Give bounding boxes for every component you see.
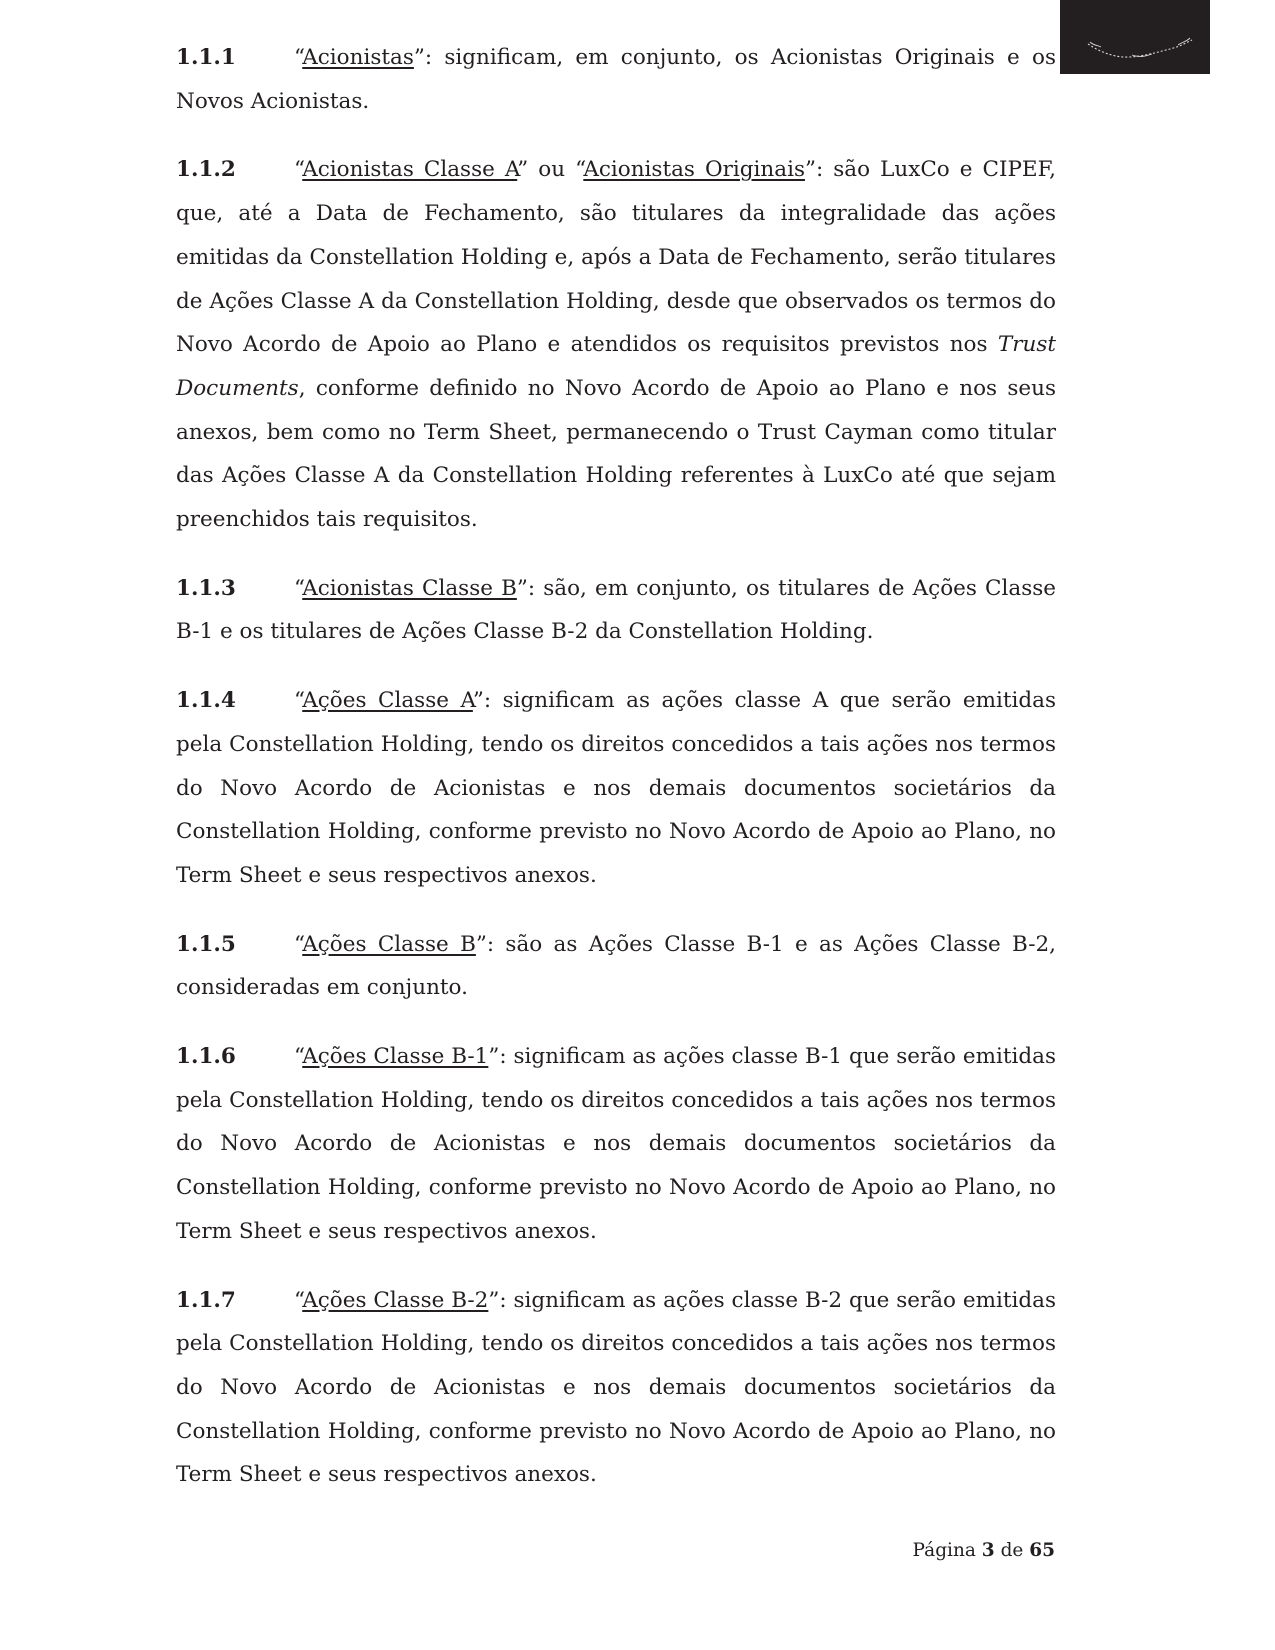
clause-1-1-6 <box>176 1035 1056 1254</box>
clause-number: 1.1.6 <box>176 1044 236 1070</box>
defined-term: Ações Classe B <box>302 931 476 957</box>
corner-signature-block <box>1060 0 1210 74</box>
total-page-count: 65 <box>1029 1540 1055 1561</box>
open-quote: “ <box>294 688 303 714</box>
clause-number: 1.1.7 <box>176 1287 236 1313</box>
clause-text: ”: significam as ações classe A que serão emitidas pela Constellation Holding, tendo os direitos concedidos a tais ações nos termos do Novo Acordo de Acionistas e nos demais documentos societários da Constellation Holding, conforme previsto no Novo Acordo de Apoio ao Plano, no Term Sheet e seus respectivos anexos. <box>176 688 1056 888</box>
current-page-number: 3 <box>981 1540 995 1561</box>
clause-number: 1.1.1 <box>176 45 236 70</box>
clause-text: ”: significam as ações classe B-1 que serão emitidas pela Constellation Holding, tendo os direitos concedidos a tais ações nos termos do Novo Acordo de Acionistas e nos demais documentos societários da Constellation Holding, conforme previsto no Novo Acordo de Apoio ao Plano, no Term Sheet e seus respectivos anexos. <box>176 1044 1056 1244</box>
defined-term: Acionistas <box>302 45 414 70</box>
open-quote: “ <box>294 575 303 601</box>
clause-text: ”: são LuxCo e CIPEF, que, até a Data de Fechamento, são titulares da integralidade das ações emitidas da Constellation Holding e, após a Data de Fechamento, serão titulares de Ações Classe A da Constellation Holding, desde que observados os termos do Novo Acordo de Apoio ao Plano e atendidos os requisitos previstos nos <box>176 157 1057 358</box>
clause-1-1-4 <box>176 679 1056 898</box>
clause-text: ”: significam as ações classe B-2 que serão emitidas pela Constellation Holding, tendo os direitos concedidos a tais ações nos termos do Novo Acordo de Acionistas e nos demais documentos societários da Constellation Holding, conforme previsto no Novo Acordo de Apoio ao Plano, no Term Sheet e seus respectivos anexos. <box>176 1287 1056 1488</box>
open-quote: “ <box>294 157 303 183</box>
clause-connector: ” ou “ <box>517 157 584 183</box>
clause-number: 1.1.5 <box>176 931 236 957</box>
document-body <box>176 36 1056 1522</box>
open-quote: “ <box>294 45 303 70</box>
of-label: de <box>1000 1540 1024 1561</box>
clause-number: 1.1.2 <box>176 157 236 183</box>
open-quote: “ <box>294 931 303 957</box>
clause-number: 1.1.4 <box>176 688 236 714</box>
italic-term: Trust Documents <box>176 332 1056 401</box>
clause-text: ”: são, em conjunto, os titulares de Ações Classe B-1 e os titulares de Ações Classe B-2 da Constellation Holding. <box>176 575 1056 645</box>
open-quote: “ <box>294 1287 303 1313</box>
clause-number: 1.1.3 <box>176 575 236 601</box>
clause-1-1-7 <box>176 1279 1056 1498</box>
clause-text: ”: são as Ações Classe B-1 e as Ações Classe B-2, consideradas em conjunto. <box>176 931 1056 1001</box>
clause-1-1-5 <box>176 923 1056 1010</box>
signature-scribble <box>1060 0 1210 74</box>
clause-text-continued: , conforme definido no Novo Acordo de Apoio ao Plano e nos seus anexos, bem como no Term Sheet, permanecendo o Trust Cayman como titular das Ações Classe A da Constellation Holding referentes à LuxCo até que sejam preenchidos tais requisitos. <box>176 375 1056 533</box>
page-label: Página <box>912 1540 976 1561</box>
page-footer <box>913 1540 1055 1561</box>
defined-term: Ações Classe B-1 <box>302 1044 489 1070</box>
defined-term-alt: Acionistas Originais <box>583 157 805 183</box>
clause-text: ”: significam, em conjunto, os Acionistas Originais e os Novos Acionistas. <box>176 45 1056 114</box>
clause-1-1-1 <box>176 36 1056 123</box>
defined-term: Acionistas Classe A <box>302 157 518 183</box>
defined-term: Ações Classe A <box>302 688 473 714</box>
open-quote: “ <box>294 1044 303 1070</box>
clause-1-1-2 <box>176 148 1056 541</box>
defined-term: Acionistas Classe B <box>302 575 517 601</box>
clause-1-1-3 <box>176 567 1056 654</box>
defined-term: Ações Classe B-2 <box>302 1287 489 1313</box>
